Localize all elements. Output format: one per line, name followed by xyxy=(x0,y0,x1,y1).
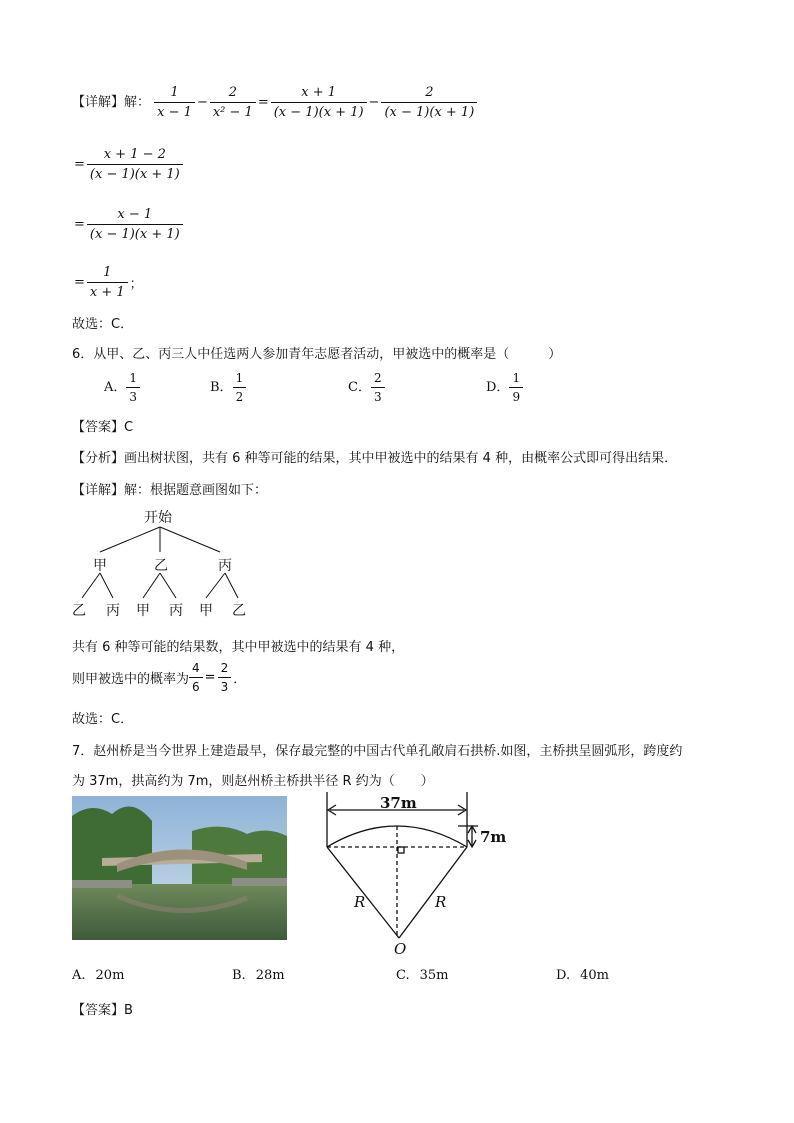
q6-option-a: A． $\frac{1}{3}$ xyxy=(104,372,140,403)
fraction: $\frac{x + 1 - 2}{(x - 1)(x + 1)}$ xyxy=(87,148,183,181)
q6-detail xyxy=(72,479,267,498)
q7-answer xyxy=(72,999,133,1018)
tree-leaf: 丙 xyxy=(169,603,183,619)
q5-line4: = $\frac{1}{x + 1}$ ； xyxy=(74,265,143,300)
tree-node: 甲 xyxy=(93,558,107,574)
q5-line1: 【详解】解： $\frac{1}{x - 1}$ − $\frac{2}{\text{x² − 1}}$ = $\frac{x + 1}{(x - 1)(x + 1)}$ − $\frac{2}{(x - 1)(x + 1)}$ xyxy=(72,86,477,119)
q6-option-c: C． $\frac{2}{3}$ xyxy=(348,372,385,403)
fraction: $\frac{2}{(x - 1)(x + 1)}$ xyxy=(381,86,477,119)
q6-stem: 6．从甲、乙、丙三人中任选两人参加青年志愿者活动，甲被选中的概率是（ ） xyxy=(72,347,562,362)
q7-option-c: C. 35m xyxy=(396,968,449,983)
radius-label-right: R xyxy=(435,893,447,911)
q5-line3: = $\frac{x - 1}{(x - 1)(x + 1)}$ xyxy=(72,208,183,241)
tree-diagram xyxy=(60,505,260,625)
answer-tag: 【答案】 xyxy=(72,1003,125,1018)
tree-leaf: 甲 xyxy=(136,603,150,619)
tree-leaf: 丙 xyxy=(106,603,120,619)
fraction: $\frac{x + 1}{(x - 1)(x + 1)}$ xyxy=(271,86,367,119)
q5-line2: = $\frac{x + 1 - 2}{(x - 1)(x + 1)}$ xyxy=(72,148,183,181)
fraction: $\frac{2}{\text{x² − 1}}$ xyxy=(210,86,256,119)
q6-analysis xyxy=(72,447,677,466)
q6-option-b: B． $\frac{1}{2}$ xyxy=(210,372,246,403)
q7-option-b: B. 28m xyxy=(232,968,285,983)
detail-text: 解：根据题意画图如下： xyxy=(124,483,268,498)
q7-stem-line2: 为 37m，拱高约为 7m，则赵州桥主桥拱半径 R 约为（ ） xyxy=(72,774,434,789)
q7-option-a: A. 20m xyxy=(72,968,125,983)
q6-result1: 共有 6 种等可能的结果数，其中甲被选中的结果有 4 种， xyxy=(72,640,405,655)
tree-leaf: 甲 xyxy=(199,603,213,619)
span-label: 37m xyxy=(380,794,417,812)
analysis-tag: 【分析】 xyxy=(72,451,125,466)
fraction: $\frac{1}{x + 1}$ xyxy=(87,266,128,299)
q6-answer xyxy=(72,416,133,435)
height-label: 7m xyxy=(480,828,507,846)
arch-diagram xyxy=(318,790,518,960)
radius-label-left: R xyxy=(354,893,366,911)
bridge-photo xyxy=(72,796,287,940)
q7-option-d: D. 40m xyxy=(556,968,609,983)
q6-option-d: D． $\frac{1}{9}$ xyxy=(486,372,523,403)
q5-choose: 故选：C． xyxy=(72,317,134,332)
q6-result2: 则甲被选中的概率为 $\frac{4}{6}$ = $\frac{2}{3}$ ． xyxy=(72,661,247,694)
analysis-text: 画出树状图，共有 6 种等可能的结果，其中甲被选中的结果有 4 种，由概率公式即可得出结果． xyxy=(124,451,678,466)
solution-label: 解： xyxy=(124,95,151,110)
detail-tag: 【详解】 xyxy=(72,483,125,498)
answer-value: C xyxy=(124,420,134,435)
fraction: $\frac{1}{x - 1}$ xyxy=(154,86,195,119)
tree-leaf: 乙 xyxy=(232,603,246,619)
answer-value: B xyxy=(124,1003,133,1018)
q7-stem-line1: 7．赵州桥是当今世界上建造最早，保存最完整的中国古代单孔敞肩石拱桥.如图，主桥拱呈圆弧形，跨度约 xyxy=(72,744,683,759)
fraction: $\frac{x - 1}{(x - 1)(x + 1)}$ xyxy=(87,208,183,241)
answer-tag: 【答案】 xyxy=(72,420,125,435)
tree-leaf: 乙 xyxy=(72,603,86,619)
tree-root: 开始 xyxy=(144,510,172,526)
tree-node: 乙 xyxy=(154,558,168,574)
center-label: O xyxy=(394,940,407,958)
detail-tag: 【详解】 xyxy=(72,95,125,110)
tree-node: 丙 xyxy=(218,558,232,574)
q6-choose: 故选：C． xyxy=(72,712,134,727)
